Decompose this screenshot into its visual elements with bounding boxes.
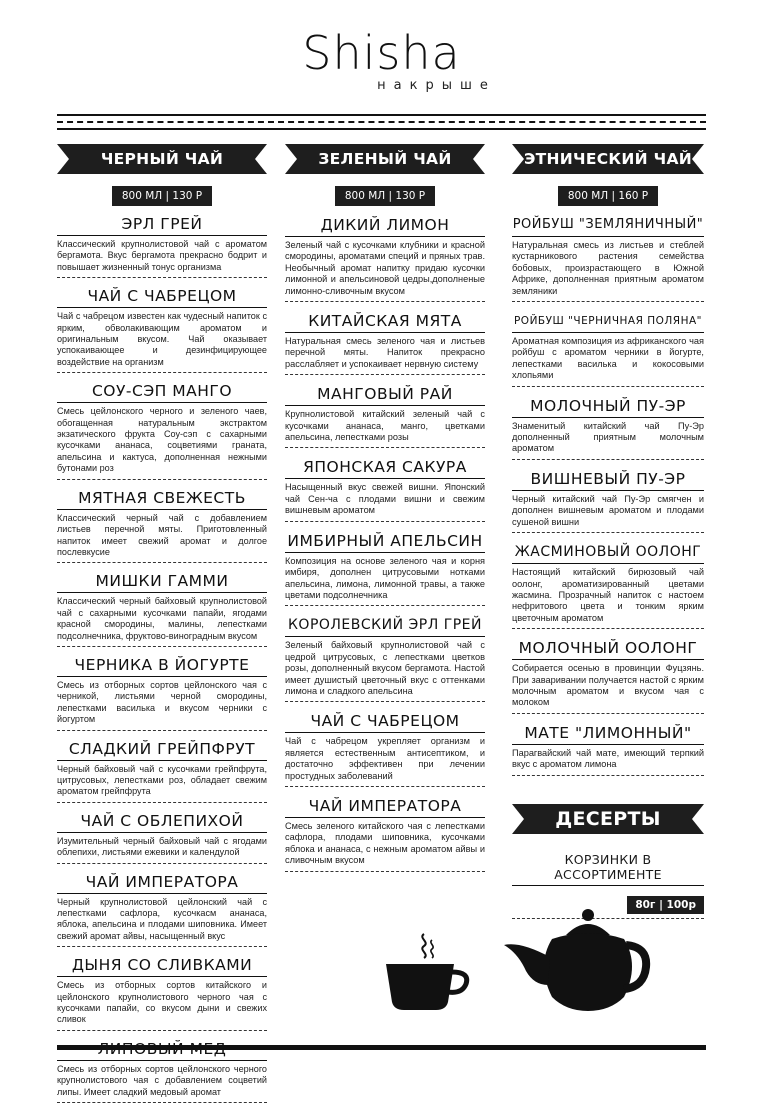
menu-item-name: МЯТНАЯ СВЕЖЕСТЬ [57,489,267,510]
menu-item-description: Собирается осенью в провинции Фуцзянь. При заваривании получается настой с ярким молочным ароматом и вкусом чая с молоком [512,663,704,714]
menu-item-description: Классический черный чай с добавлением листьев перечной мяты. Приготовленный напиток имеет свежий аромат и долгое послевкусие [57,513,267,564]
menu-item-name: КИТАЙСКАЯ МЯТА [285,312,485,333]
menu-item-name: ДЫНЯ СО СЛИВКАМИ [57,956,267,977]
menu-item [285,385,485,448]
section-banner: ЗЕЛЕНЫЙ ЧАЙ [285,144,485,174]
menu-item-description: Смесь цейлонского черного и зеленого чаев, обогащенная натуральным экстрактом экзатического фрукта Соу-сэп с сахарными кусочками ананаса, соцветиями граната, апельсина и кактуса, дополненная нежными бутонами роз [57,406,267,479]
menu-item-name: ВИШНЕВЫЙ ПУ-ЭР [512,470,704,491]
menu-item-description: Знаменитый китайский чай Пу-Эр дополненный приятным молочным ароматом [512,421,704,460]
menu-item [57,382,267,479]
menu-item [285,216,485,302]
menu-item-name: КОРОЛЕВСКИЙ ЭРЛ ГРЕЙ [285,616,485,637]
menu-item-description: Классический крупнолистовой чай с ароматом бергамота. Вкус бергамота прекрасно бодрит и повышает жизненный тонус организма [57,239,267,278]
menu-item-description: Классический черный байховый крупнолистовой чай с сахарными кусочками папайи, ягодами красной смородины, малины, лепестками подсолнечника, фруктово-виноградным вкусом [57,596,267,647]
menu-item-name: ЖАСМИНОВЫЙ ООЛОНГ [512,543,704,564]
menu-item-name: ЯПОНСКАЯ САКУРА [285,458,485,479]
menu-item [512,312,704,387]
menu-item-name: РОЙБУШ "ЧЕРНИЧНАЯ ПОЛЯНА" [512,312,704,333]
menu-item [57,215,267,278]
menu-item-description: Зеленый байховый крупнолистовой чай с цедрой цитрусовых, с лепестками цветков розы, дополненный вкусом бергамота. Настой имеет душистый цветочный вкус с оттенками лимона и сладкого апельсина [285,640,485,702]
menu-item-description: Смесь зеленого китайского чая с лепестками сафлора, плодами шиповника, кусочками яблока и ананаса, с нежным ароматом айвы и сливочным вкусом [285,821,485,872]
teapot-icon [500,905,650,1015]
menu-item [285,712,485,787]
menu-item-description: Черный крупнолистовой цейлонский чай с лепестками сафлора, кусочкасм ананаса, яблока, апельсина и плодами шиповника. Имеет свежий аромат айвы, насыщенный вкус [57,897,267,948]
menu-item [57,572,267,647]
menu-item-description: Натуральная смесь зеленого чая и листьев перечной мяты. Напиток прекрасно расслабляет и успокаивает нервную систему [285,336,485,375]
menu-item-description: Изумительный черный байховый чай с ягодами облепихи, листьями ежевики и календулой [57,836,267,864]
green-tea-column [285,144,485,872]
menu-item [285,458,485,521]
menu-item-name: ЧАЙ С ЧАБРЕЦОМ [285,712,485,733]
header-divider-bottom [57,128,706,130]
logo-title: Shisha [302,26,461,80]
menu-item-name: ЧАЙ ИМПЕРАТОРА [57,873,267,894]
menu-item [57,956,267,1031]
menu-item-name: РОЙБУШ "ЗЕМЛЯНИЧНЫЙ" [512,216,704,237]
menu-item-name: ЧАЙ ИМПЕРАТОРА [285,797,485,818]
menu-item-description: Парагвайский чай мате, имеющий терпкий вкус с ароматом лимона [512,748,704,776]
menu-item-description: Композиция на основе зеленого чая и корня имбиря, дополнен цитрусовыми нотками апельсина, лимона, лимонной травы, а также цветами подсолнечника [285,556,485,607]
price-badge: 800 МЛ | 160 Р [558,186,658,206]
menu-item-description: Чай с чабрецом укрепляет организм и является естественным антисептиком, и достаточно эффективен при лечении простудных заболеваний [285,736,485,787]
menu-item [57,812,267,864]
menu-item-description: Крупнолистовой китайский зеленый чай с кусочками ананаса, манго, цветками апельсина, лепестками розы [285,409,485,448]
menu-item-name: ДИКИЙ ЛИМОН [285,216,485,237]
menu-item-name: МОЛОЧНЫЙ ПУ-ЭР [512,397,704,418]
header-dashed-divider [57,121,706,123]
menu-item-name: ЧАЙ С ЧАБРЕЦОМ [57,287,267,308]
menu-item-description: Зеленый чай с кусочками клубники и красной смородины, ароматами специй и пряных трав. Необычный аромат напитку придаю кусочки лимонной и апельсиновой цедры,дополненые лимонно-сливочным вкусом [285,240,485,302]
items-list [285,216,485,872]
menu-item-name: ИМБИРНЫЙ АПЕЛЬСИН [285,532,485,553]
menu-item [57,287,267,373]
desserts-banner: ДЕСЕРТЫ [512,804,704,834]
items-list [57,215,267,1103]
ethnic-tea-column [512,144,704,919]
menu-item-name: МАТЕ "ЛИМОННЫЙ" [512,724,704,745]
menu-item-name: СЛАДКИЙ ГРЕЙПФРУТ [57,740,267,761]
menu-item-description: Смесь из отборных сортов китайского и цейлонского крупнолистового черного чая с кусочками папайи, со вкусом дыни и свежих сливок [57,980,267,1031]
menu-item [512,639,704,714]
menu-item-name: ЧЕРНИКА В ЙОГУРТЕ [57,656,267,677]
menu-item [57,489,267,564]
section-banner: ЧЕРНЫЙ ЧАЙ [57,144,267,174]
menu-item-description: Черный китайский чай Пу-Эр смягчен и дополнен вишневым ароматом и плодами сушеной вишни [512,494,704,533]
tea-cup-icon [380,930,472,1015]
menu-item [285,616,485,702]
menu-item [57,656,267,731]
price-badge: 800 МЛ | 130 Р [335,186,435,206]
menu-item-name: МАНГОВЫЙ РАЙ [285,385,485,406]
menu-item-name: СОУ-СЭП МАНГО [57,382,267,403]
menu-item [285,312,485,375]
menu-item-description: Ароматная композиция из африканского чая ройбуш с ароматом черники в йогурте, лепестками василька и кокосовыми хлопьями [512,336,704,387]
menu-item-name: МИШКИ ГАММИ [57,572,267,593]
menu-item [512,724,704,776]
menu-item [285,797,485,872]
menu-item-description: Натуральная смесь из листьев и стеблей кустарникового растения семейства бобовых, произрастающего в Южной Африке, дополненная приятным ароматом земляники [512,240,704,302]
menu-item [512,470,704,533]
menu-item-description: Черный байховый чай с кусочками грейпфрута, цитрусовых, лепестками роз, обладает свежим ароматом грейпфрута [57,764,267,803]
menu-item-name: ЭРЛ ГРЕЙ [57,215,267,236]
price-badge: 800 МЛ | 130 Р [112,186,212,206]
menu-item [512,216,704,302]
logo [0,28,763,93]
menu-item-name: ЧАЙ С ОБЛЕПИХОЙ [57,812,267,833]
menu-item-description: Чай с чабрецом известен как чудесный напиток с ярким, обволакивающим ароматом и оригинальным вкусом. Чай оказывает успокаивающее и дезинфицирующее воздействие на организм [57,311,267,373]
menu-item-name: МОЛОЧНЫЙ ООЛОНГ [512,639,704,660]
menu-item [57,740,267,803]
menu-item [285,532,485,607]
menu-item-description: Смесь из отборных сортов цейлонского черного крупнолистового чая с добавлением соцветий липы. Имеет сладкий медовый аромат [57,1064,267,1103]
logo-subtitle: накрыше [377,78,496,93]
black-tea-column [57,144,267,1103]
menu-item [512,397,704,460]
menu-item-description: Смесь из отборных сортов цейлонского чая с черникой, листьями черной смородины, лепестками василька и вкусом черники с йогуртом [57,680,267,731]
footer-divider [57,1045,706,1050]
menu-item-name: ЛИПОВЫЙ МЕД [57,1040,267,1061]
menu-item-description: Настоящий китайский бирюзовый чай оолонг, ароматизированный цветами жасмина. Прозрачный напиток с настоем нефритового цвета и тонким ярким цветочным ароматом [512,567,704,629]
header-divider [57,114,706,116]
menu-item [512,543,704,629]
menu-item [57,873,267,948]
section-banner: ЭТНИЧЕСКИЙ ЧАЙ [512,144,704,174]
dessert-price-badge: 80г | 100р [627,896,704,914]
items-list [512,216,704,776]
dessert-item-name: КОРЗИНКИ В АССОРТИМЕНТЕ [512,852,704,886]
menu-item-description: Насыщенный вкус свежей вишни. Японский чай Сен-ча с плодами вишни и свежим вишневым ароматом [285,482,485,521]
